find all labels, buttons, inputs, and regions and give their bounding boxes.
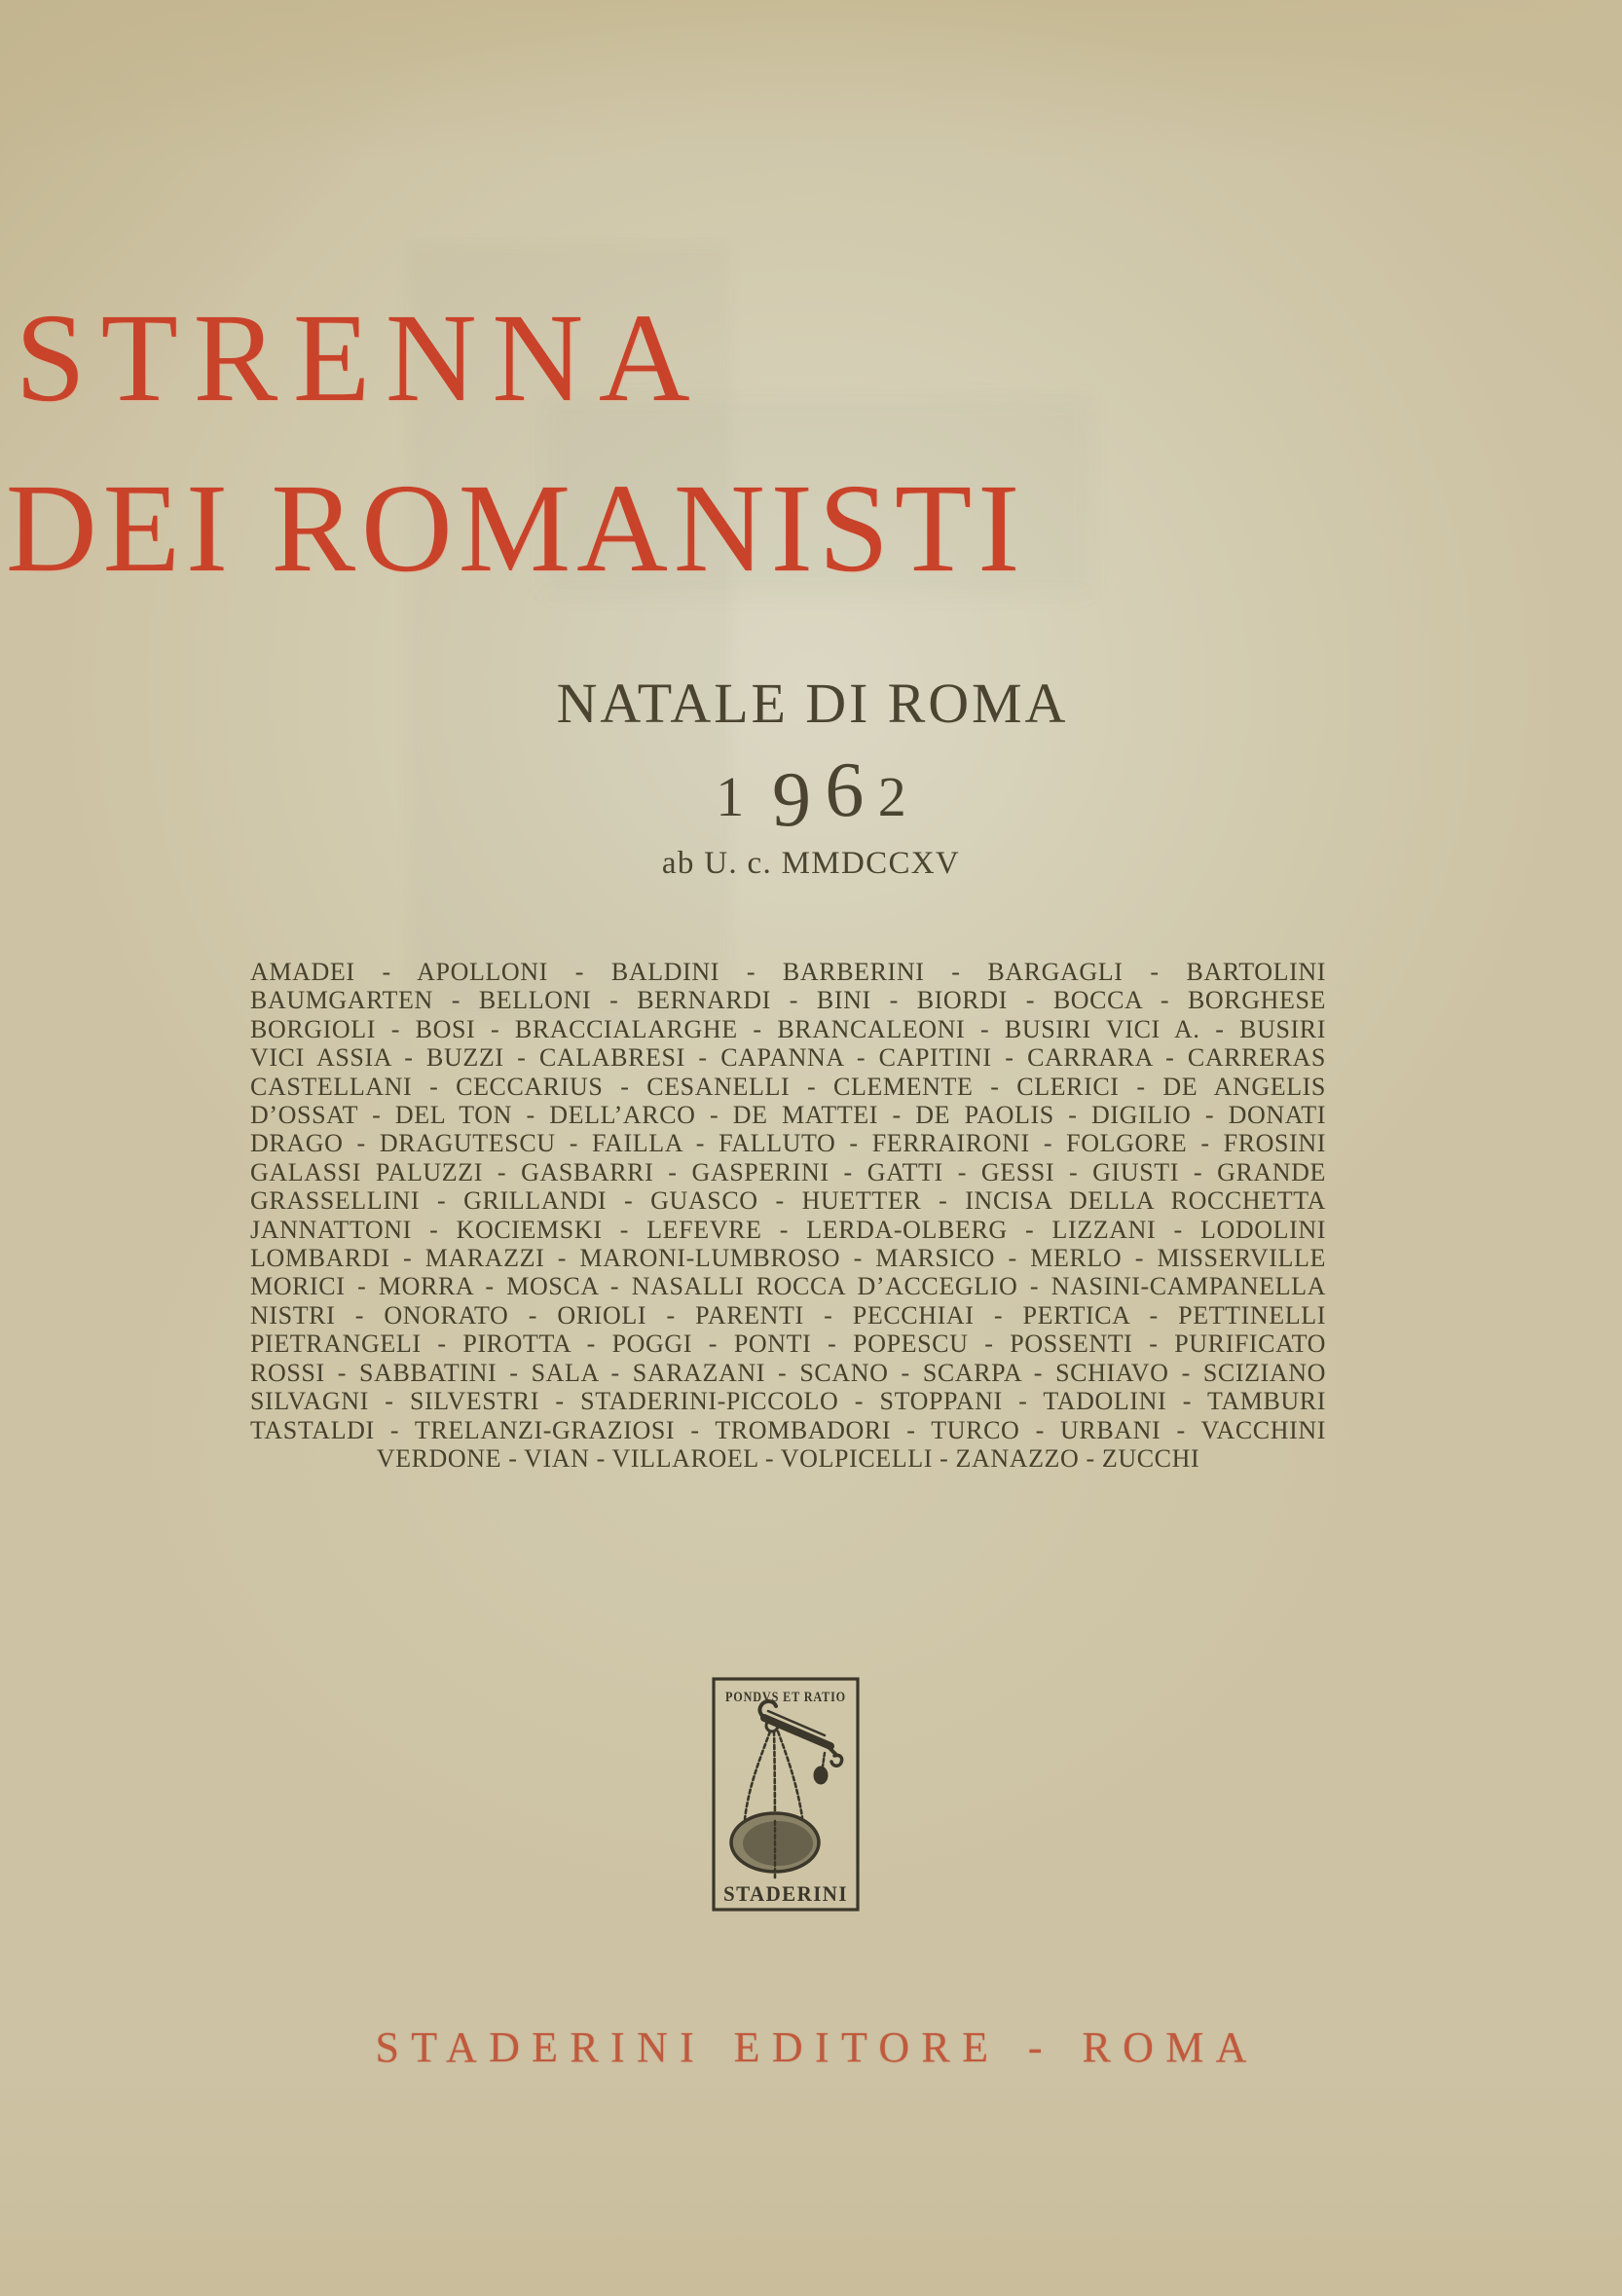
counterweight (814, 1767, 828, 1784)
contributor-line: PIETRANGELI - PIROTTA - POGGI - PONTI - POPESCU - POSSENTI - PURIFICATO (250, 1330, 1326, 1359)
contributor-line: JANNATTONI - KOCIEMSKI - LEFEVRE - LERDA-OLBERG - LIZZANI - LODOLINI (250, 1215, 1326, 1244)
publisher-mark (710, 1675, 862, 1913)
year-digit: 1 (716, 765, 758, 828)
emblem-publisher-name: STADERINI (723, 1881, 848, 1906)
contributor-line: SILVAGNI - SILVESTRI - STADERINI-PICCOLO - STOPPANI - TADOLINI - TAMBURI (250, 1387, 1326, 1416)
contributor-line: MORICI - MORRA - MOSCA - NASALLI ROCCA D’ACCEGLIO - NASINI-CAMPANELLA (250, 1272, 1326, 1301)
contributor-line: GRASSELLINI - GRILLANDI - GUASCO - HUETTER - INCISA DELLA ROCCHETTA (250, 1186, 1326, 1216)
contributor-line: BAUMGARTEN - BELLONI - BERNARDI - BINI - BIORDI - BOCCA - BORGHESE (250, 986, 1326, 1015)
scale-pan-shading (743, 1821, 813, 1866)
scale-chain-left (745, 1731, 770, 1819)
book-title-line2: DEI ROMANISTI (5, 458, 1026, 599)
counterweight-loop (831, 1755, 842, 1766)
contributor-line: LOMBARDI - MARAZZI - MARONI-LUMBROSO - MARSICO - MERLO - MISSERVILLE (250, 1244, 1326, 1273)
book-title-line1: STRENNA (15, 288, 706, 428)
contributor-line: BORGIOLI - BOSI - BRACCIALARGHE - BRANCALEONI - BUSIRI VICI A. - BUSIRI (250, 1014, 1326, 1043)
ab-urbe-condita-line: ab U. c. MMDCCXV (661, 846, 961, 881)
year-digit: 9 (771, 757, 826, 843)
scale-chain-right (778, 1731, 802, 1817)
contributor-line: DRAGO - DRAGUTESCU - FAILLA - FALLUTO - FERRAIRONI - FOLGORE - FROSINI (250, 1129, 1326, 1158)
counterweight-chain (823, 1753, 825, 1767)
year-digit: 6 (825, 747, 878, 833)
contributor-line: TASTALDI - TRELANZI-GRAZIOSI - TROMBADORI - TURCO - URBANI - VACCHINI (250, 1415, 1326, 1444)
emblem-motto: PONDVS ET RATIO (725, 1690, 846, 1705)
contributor-line: AMADEI - APOLLONI - BALDINI - BARBERINI - BARGAGLI - BARTOLINI (250, 958, 1326, 986)
year-1962 (0, 747, 1622, 843)
contributor-line: VICI ASSIA - BUZZI - CALABRESI - CAPANNA - CAPITINI - CARRARA - CARRERAS (250, 1043, 1326, 1073)
year-digit: 2 (877, 765, 921, 828)
contributor-line: CASTELLANI - CECCARIUS - CESANELLI - CLEMENTE - CLERICI - DE ANGELIS (250, 1072, 1326, 1101)
contributors-list (250, 958, 1326, 1473)
subtitle-natale-di-roma: NATALE DI ROMA (556, 672, 1069, 735)
contributor-line: D’OSSAT - DEL TON - DELL’ARCO - DE MATTEI - DE PAOLIS - DIGILIO - DONATI (250, 1101, 1326, 1130)
emblem-frame (714, 1679, 858, 1910)
steelyard-scale-emblem (710, 1675, 862, 1913)
counterweight-hook (829, 1747, 836, 1755)
contributor-line: GALASSI PALUZZI - GASBARRI - GASPERINI - GATTI - GESSI - GIUSTI - GRANDE (250, 1157, 1326, 1186)
contributor-line: ROSSI - SABBATINI - SALA - SARAZANI - SCANO - SCARPA - SCHIAVO - SCIZIANO (250, 1358, 1326, 1387)
contributor-line-last: VERDONE - VIAN - VILLAROEL - VOLPICELLI - ZANAZZO - ZUCCHI (376, 1443, 1200, 1473)
publisher-imprint-line: STADERINI EDITORE - ROMA (375, 2023, 1259, 2071)
contributor-line: NISTRI - ONORATO - ORIOLI - PARENTI - PECCHIAI - PERTICA - PETTINELLI (250, 1300, 1326, 1330)
